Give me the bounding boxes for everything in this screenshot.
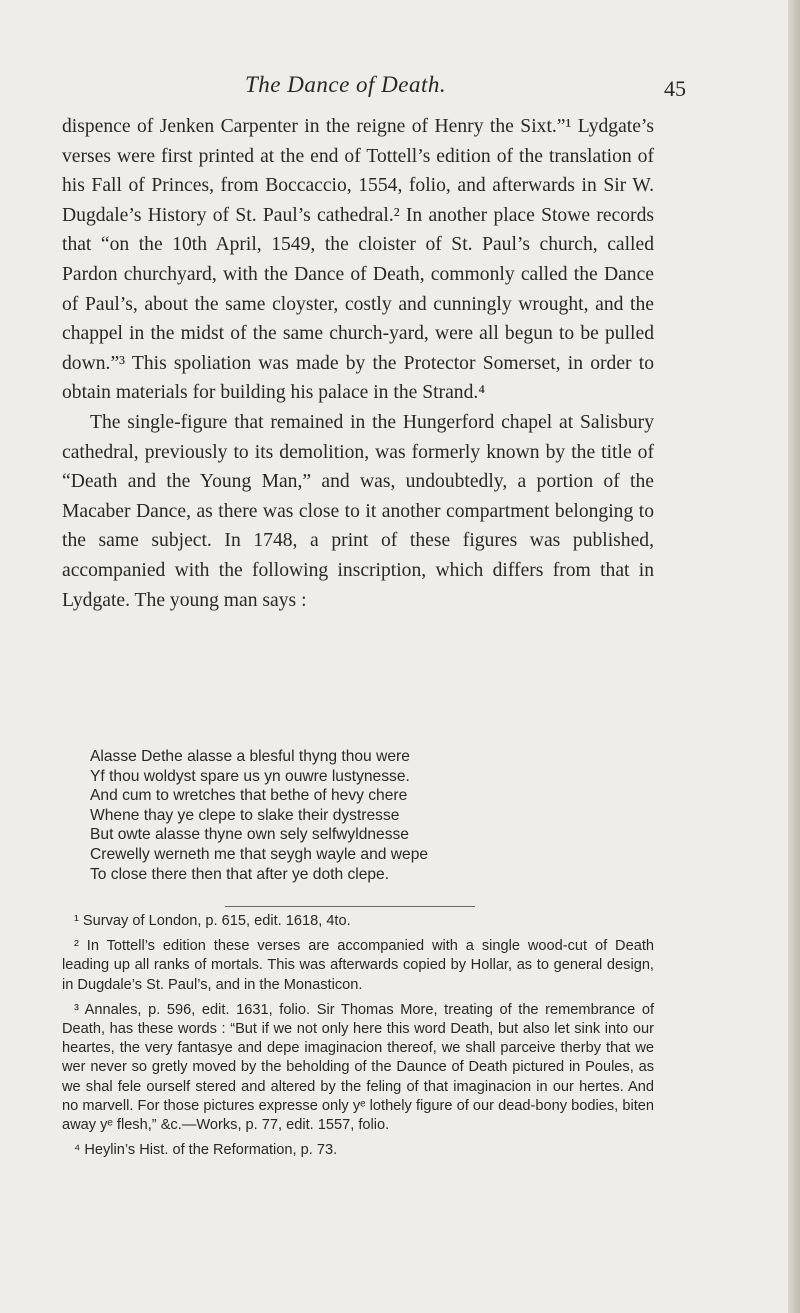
- verse-line: Whene thay ye clepe to slake their dystresse: [90, 806, 400, 824]
- page-header: [0, 70, 800, 110]
- verse-line: Alasse Dethe alasse a blesful thyng thou were: [90, 748, 410, 765]
- verse-inscription: [90, 747, 650, 884]
- body-text: [62, 112, 654, 615]
- footnote-divider: [225, 906, 475, 907]
- footnote-4: ⁴ Heylin’s Hist. of the Reformation, p. 73.: [74, 1142, 338, 1159]
- page-edge: [788, 0, 800, 1313]
- verse-line: To close there then that after ye doth clepe.: [90, 865, 390, 883]
- paragraph-2: The single-figure that remained in the Hungerford chapel at Salisbury cathedral, previously to its demolition, was formerly known by the title of “Death and the Young Man,” and was, undoubtedly, a portion of the Macaber Dance, as there was close to it another compartment belonging to the same subject. In 1748, a print of these figures was published, accompanied with the following inscription, which differs from that in Lydgate. The young man says :: [62, 411, 654, 611]
- verse-line: Crewelly werneth me that seygh wayle and wepe: [90, 845, 429, 863]
- verse-line: But owte alasse thyne own sely selfwyldnesse: [90, 826, 409, 844]
- verse-line: And cum to wretches that bethe of hevy chere: [90, 787, 408, 805]
- footnote-2: ² In Tottell’s edition these verses are accompanied with a single wood-cut of Death leading up all ranks of mortals. This was afterwards copied by Hollar, as to general design, in Dugdale’s St. Paul’s, and in the Monasticon.: [62, 938, 654, 993]
- running-title: The Dance of Death.: [245, 72, 447, 97]
- footnote-1: ¹ Survay of London, p. 615, edit. 1618, 4to.: [74, 913, 351, 929]
- verse-line: Yf thou woldyst spare us yn ouwre lustynesse.: [90, 767, 410, 785]
- paragraph-1: dispence of Jenken Carpenter in the reigne of Henry the Sixt.”¹ Lydgate’s verses were first printed at the end of Tottell’s edition of the translation of his Fall of Princes, from Boccaccio, 1554, folio, and afterwards in Sir W. Dugdale’s History of St. Paul’s cathedral.² In another place Stowe records that “on the 10th April, 1549, the cloister of St. Paul’s church, called Pardon churchyard, with the Dance of Death, commonly called the Dance of Paul’s, about the same cloyster, costly and cunningly wrought, and the chappel in the midst of the same church-yard, were all begun to be pulled down.”³ This spoliation was made by the Protector Somerset, in order to obtain materials for building his palace in the Strand.⁴: [62, 116, 654, 404]
- footnote-3: ³ Annales, p. 596, edit. 1631, folio. Sir Thomas More, treating of the remembrance of Death, has these words : “But if we not only here this word Death, but also let sink into our heartes, the very fantasye and depe imaginacion thereof, we shall parceive therby that we wer never so gretly moved by the beholding of the Daunce of Death pictured in Poules, as we shal fele ourself stered and altered by the feling of that imaginacion in our hertes. And no marvell. For those pictures expresse only yᵉ lothely figure of our dead-bony bodies, biten away yᵉ flesh,” &c.—Works, p. 77, edit. 1557, folio.: [62, 1001, 654, 1134]
- page-number: 45: [664, 76, 686, 101]
- footnotes: [62, 912, 654, 1160]
